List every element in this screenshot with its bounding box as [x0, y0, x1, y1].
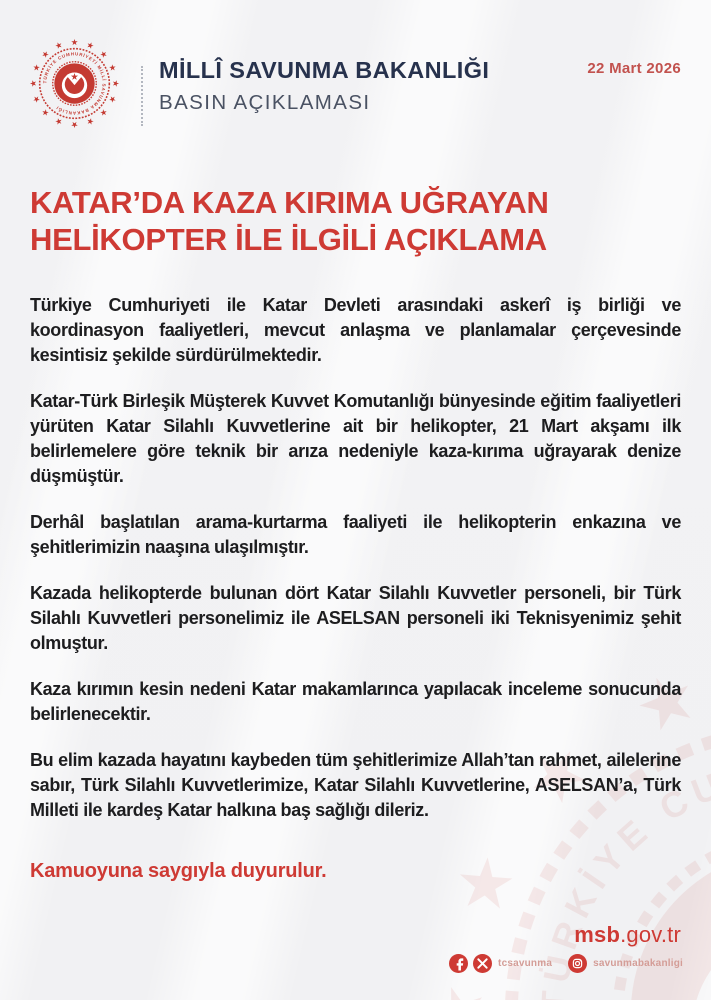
headline-line-2: HELİKOPTER İLE İLGİLİ AÇIKLAMA: [30, 222, 547, 257]
header-divider: [141, 66, 143, 126]
press-release-label: BASIN AÇIKLAMASI: [159, 91, 371, 114]
header: [0, 0, 711, 150]
website-msb: msb: [574, 922, 621, 947]
paragraph-4: Kazada helikopterde bulunan dört Katar Silahlı Kuvvetler personeli, bir Türk Silahlı Kuvvetleri personelimiz ile ASELSAN personeli iki Teknisyenimiz şehit olmuştur.: [30, 583, 681, 653]
social-bar: [449, 954, 683, 973]
paragraph-1: Türkiye Cumhuriyeti ile Katar Devleti arasındaki askerî iş birliği ve koordinasyon faaliyetleri, mevcut anlaşma ve planlamalar çerçevesinde kesintisiz şekilde sürdürülmektedir.: [30, 295, 681, 365]
paragraph-6: Bu elim kazada hayatını kaybeden tüm şehitlerimize Allah’tan rahmet, ailelerine sabır, Türk Silahlı Kuvvetlerimize, Katar Silahlı Kuvvetlerine, ASELSAN’a, Türk Milleti ile kardeş Katar halkına baş sağlığı dileriz.: [30, 750, 681, 820]
statement-body: [0, 293, 711, 823]
paragraph-5: Kaza kırımın kesin nedeni Katar makamlarınca yapılacak inceleme sonucunda belirlenecektir.: [30, 679, 681, 724]
headline: [30, 184, 681, 258]
paragraph-2: Katar-Türk Birleşik Müşterek Kuvvet Komutanlığı bünyesinde eğitim faaliyetleri yürüten Katar Silahlı Kuvvetlerine ait bir helikopter, 21 Mart akşamı ilk belirlemelere göre teknik bir arıza nedeniyle kaza-kırıma uğrayarak denize düşmüştür.: [30, 391, 681, 486]
facebook-icon[interactable]: [449, 954, 468, 973]
paragraph-3: Derhâl başlatılan arama-kurtarma faaliyeti ile helikopterin enkazına ve şehitlerimizin naaşına ulaşılmıştır.: [30, 512, 681, 557]
ministry-name: MİLLÎ SAVUNMA BAKANLIĞI: [159, 57, 490, 83]
emblem-circular-text: TÜRKİYE CUMHURİYETİ MİLLÎ SAVUNMA BAKANLIĞI: [42, 51, 107, 116]
x-handle[interactable]: tcsavunma: [498, 958, 553, 969]
release-date: 22 Mart 2026: [587, 60, 681, 77]
headline-line-1: KATAR’DA KAZA KIRIMA UĞRAYAN: [30, 185, 549, 220]
website-govtr: .gov.tr: [620, 922, 681, 947]
closing-line: Kamuoyuna saygıyla duyurulur.: [30, 860, 327, 882]
instagram-icon[interactable]: [568, 954, 587, 973]
website-link[interactable]: [574, 922, 681, 948]
x-twitter-icon[interactable]: [473, 954, 492, 973]
msb-ministry-emblem: [27, 36, 122, 131]
instagram-handle[interactable]: savunmabakanligi: [593, 958, 683, 969]
